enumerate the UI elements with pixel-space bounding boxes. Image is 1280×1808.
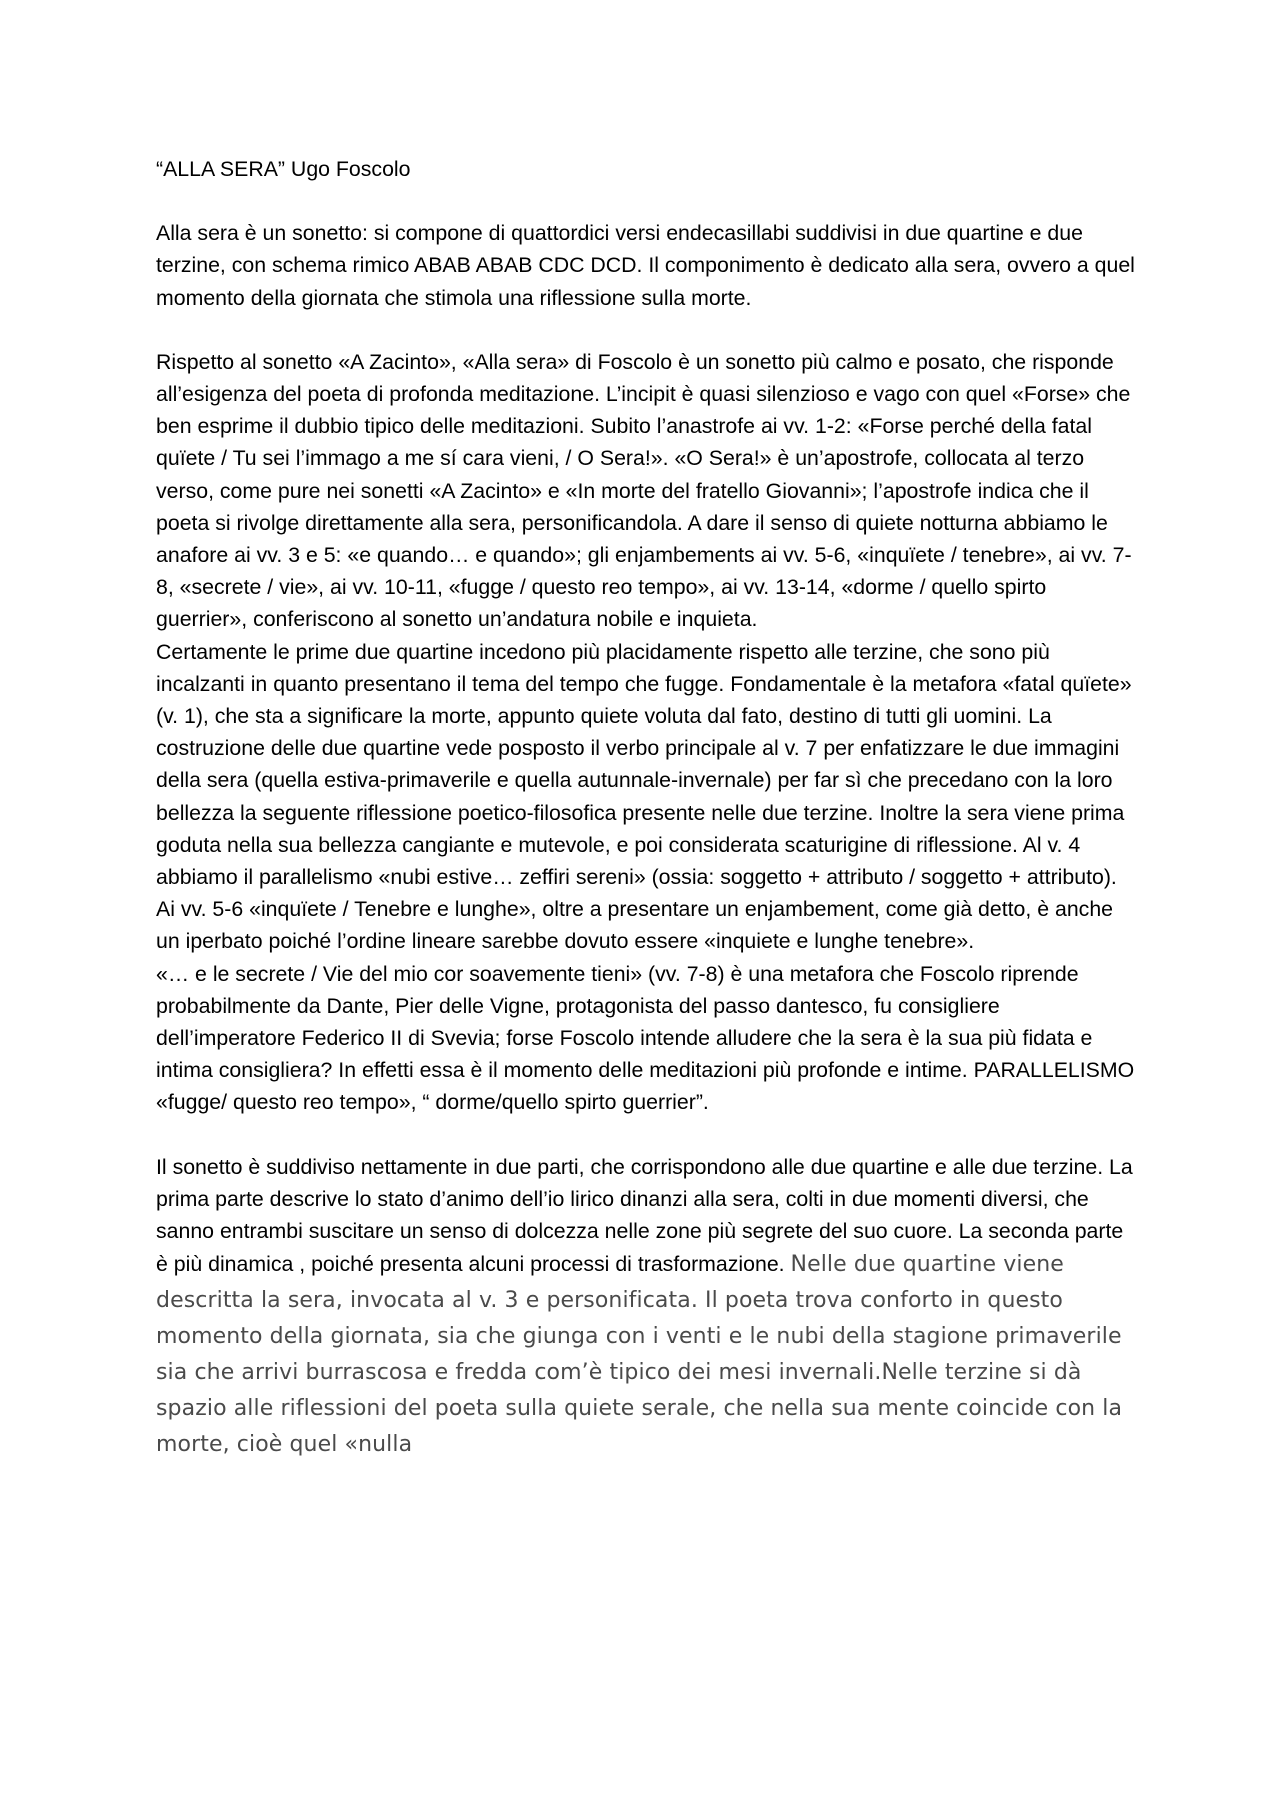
paragraph-structure: Alla sera è un sonetto: si compone di quattordici versi endecasillabi suddivisi in due quartine e due terzine, con schema rimico ABAB ABAB CDC DCD. Il componimento è dedicato alla sera, ovvero a quel momento della giornata che stimola una riflessione sulla morte. [156,221,1135,310]
document-title: “ALLA SERA” Ugo Foscolo [156,157,411,181]
paragraph-division-main: Il sonetto è suddiviso nettamente in due parti, che corrispondono alle due quartine e alle due terzine. La prima parte descrive lo stato d’animo dell’io lirico dinanzi alla sera, colti in due momenti diversi, che sanno entrambi suscitare un senso di dolcezza nelle zone più segrete del suo cuore. La seconda parte è più dinamica , poiché presenta alcuni processi di trasformazione. [156,1154,1133,1277]
paragraph-metaphor: «… e le secrete / Vie del mio cor soavemente tieni» (vv. 7-8) è una metafora che Foscolo riprende probabilmente da Dante, Pier delle Vigne, protagonista del passo dantesco, fu consigliere dell’imperatore Federico II di Svevia; forse Foscolo intende alludere che la sera è la sua più fidata e intima consigliera? In effetti essa è il momento delle meditazioni più profonde e intime. PARALLELISMO «fugge/ questo reo tempo», “ dorme/quello spirto guerrier”. [156,961,1135,1115]
paragraph-spacer [156,1119,1136,1151]
paragraph-division-grey: Nelle due quartine viene descritta la sera, invocata al v. 3 e personificata. Il poeta trova conforto in questo momento della giornata, sia che giunga con i venti e le nubi della stagione primaverile sia che arrivi burrascosa e fredda com’è tipico dei mesi invernali.Nelle terzine si dà spazio alle riflessioni del poeta sulla quiete serale, che nella sua mente coincide con la morte, cioè quel «nulla [156,1252,1123,1458]
paragraph-quartine-analysis: Certamente le prime due quartine incedono più placidamente rispetto alle terzine, che sono più incalzanti in quanto presentano il tema del tempo che fugge. Fondamentale è la metafora «fatal quïete» (v. 1), che sta a significare la morte, appunto quiete voluta dal fato, destino di tutti gli uomini. La costruzione delle due quartine vede posposto il verbo principale al v. 7 per enfatizzare le due immagini della sera (quella estiva-primaverile e quella autunnale-invernale) per far sì che precedano con la loro bellezza la seguente riflessione poetico-filosofica presente nelle due terzine. Inoltre la sera viene prima goduta nella sua bellezza cangiante e mutevole, e poi considerata scaturigine di riflessione. Al v. 4 abbiamo il parallelismo «nubi estive… zeffiri sereni» (ossia: soggetto + attributo / soggetto + attributo). Ai vv. 5-6 «inquïete / Tenebre e lunghe», oltre a presentare un enjambement, come già detto, è anche un iperbato poiché l’ordine lineare sarebbe dovuto essere «inquiete e lunghe tenebre». [156,639,1132,954]
paragraph-division [156,1151,1136,1464]
document-body [156,153,1136,1463]
paragraph-spacer [156,314,1136,346]
paragraph-comparison: Rispetto al sonetto «A Zacinto», «Alla sera» di Foscolo è un sonetto più calmo e posato, che risponde all’esigenza del poeta di profonda meditazione. L’incipit è quasi silenzioso e vago con quel «Forse» che ben esprime il dubbio tipico delle meditazioni. Subito l’anastrofe ai vv. 1-2: «Forse perché della fatal quïete / Tu sei l’immago a me sí cara vieni, / O Sera!». «O Sera!» è un’apostrofe, collocata al terzo verso, come pure nei sonetti «A Zacinto» e «In morte del fratello Giovanni»; l’apostrofe indica che il poeta si rivolge direttamente alla sera, personificandola. A dare il senso di quiete notturna abbiamo le anafore ai vv. 3 e 5: «e quando… e quando»; gli enjambements ai vv. 5-6, «inquïete / tenebre», ai vv. 7-8, «secrete / vie», ai vv. 10-11, «fugge / questo reo tempo», ai vv. 13-14, «dorme / quello spirto guerrier», conferiscono al sonetto un’andatura nobile e inquieta. [156,349,1132,632]
